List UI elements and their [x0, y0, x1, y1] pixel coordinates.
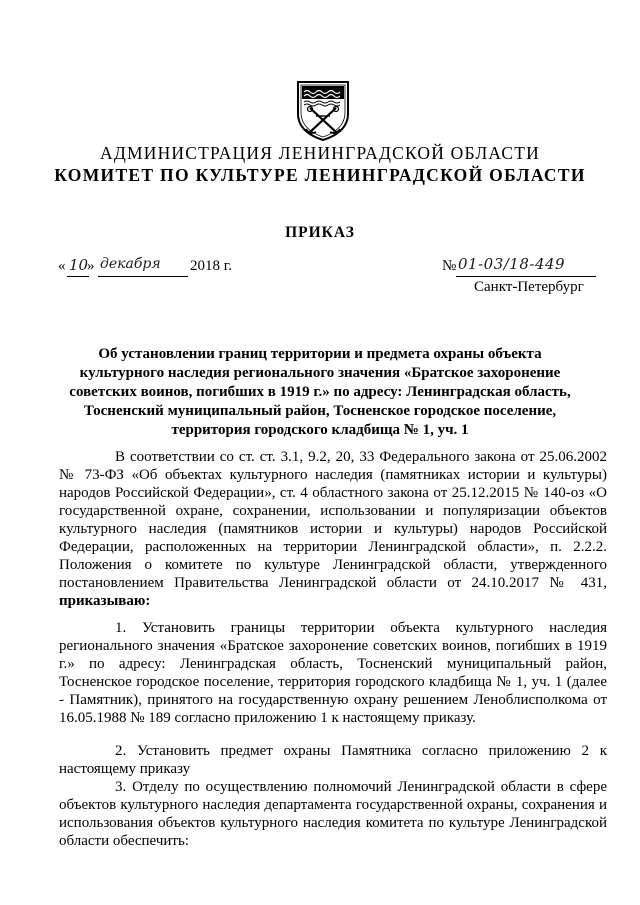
date-year: 2018 г.	[190, 258, 232, 274]
month-underline	[98, 276, 188, 277]
date-month: декабря	[100, 256, 161, 272]
preamble-text: В соответствии со ст. ст. 3.1, 9.2, 20, 33 Федерального закона от 25.06.2002 № 73-ФЗ «Об объектах культурного наследия (памятниках истории и культуры) народов Российской Федерации», ст. 4 областного закона от 25.12.2015 № 140-оз «О государственной охране, сохранении, использовании и популяризации объектов культурного наследия (памятников истории и культуры) народов Российской Федерации, расположенных на территории Ленинградской области», п. 2.2.2. Положения о комитете по культуре Ленинградской области, утвержденного постановлением Правительства Ленинградской области от 24.10.2017 № 431,	[59, 449, 607, 591]
item-3: 3. Отделу по осуществлению полномочий Ленинградской области в сфере объектов культурного наследия департамента государственной охраны, сохранения и использования объектов культурного наследия комитета по культуре Ленинградской области обеспечить:	[59, 779, 607, 849]
item-1: 1. Установить границы территории объекта культурного наследия регионального значения «Братское захоронение советских воинов, погибших в 1919 г.» по адресу: Ленинградская область, Тосненский муниципальный район, Тосненское городское поселение, территория городского кладбища № 1, уч. 1 (далее - Памятник), принятого на государственную охрану решением Леноблисполкома от 16.05.1988 № 189 согласно приложению 1 к настоящему приказу.	[59, 620, 607, 726]
day-underline	[67, 276, 89, 277]
document-type: ПРИКАЗ	[285, 224, 355, 241]
date-open-quote: «	[58, 258, 66, 274]
order-date	[58, 258, 258, 280]
number-value: 01-03/18-449	[458, 255, 566, 273]
preamble-paragraph	[59, 448, 607, 610]
number-sign: №	[442, 258, 457, 274]
item-2: 2. Установить предмет охраны Памятника согласно приложению 2 к настоящему приказу	[59, 743, 607, 777]
date-day: 10	[69, 256, 89, 274]
order-word: приказываю:	[59, 593, 151, 609]
organization-name: АДМИНИСТРАЦИЯ ЛЕНИНГРАДСКОЙ ОБЛАСТИ	[100, 143, 540, 163]
date-close-quote: »	[87, 258, 95, 274]
coat-of-arms-icon	[294, 80, 352, 142]
committee-name: КОМИТЕТ ПО КУЛЬТУРЕ ЛЕНИНГРАДСКОЙ ОБЛАСТИ	[54, 165, 586, 185]
document-title: Об установлении границ территории и предмета охраны объекта культурного наследия регионального значения «Братское захоронение советских воинов, погибших в 1919 г.» по адресу: Ленинградская область, Тосненский муниципальный район, Тосненское городское поселение, территория городского кладбища № 1, уч. 1	[69, 346, 571, 438]
city: Санкт-Петербург	[474, 279, 584, 295]
